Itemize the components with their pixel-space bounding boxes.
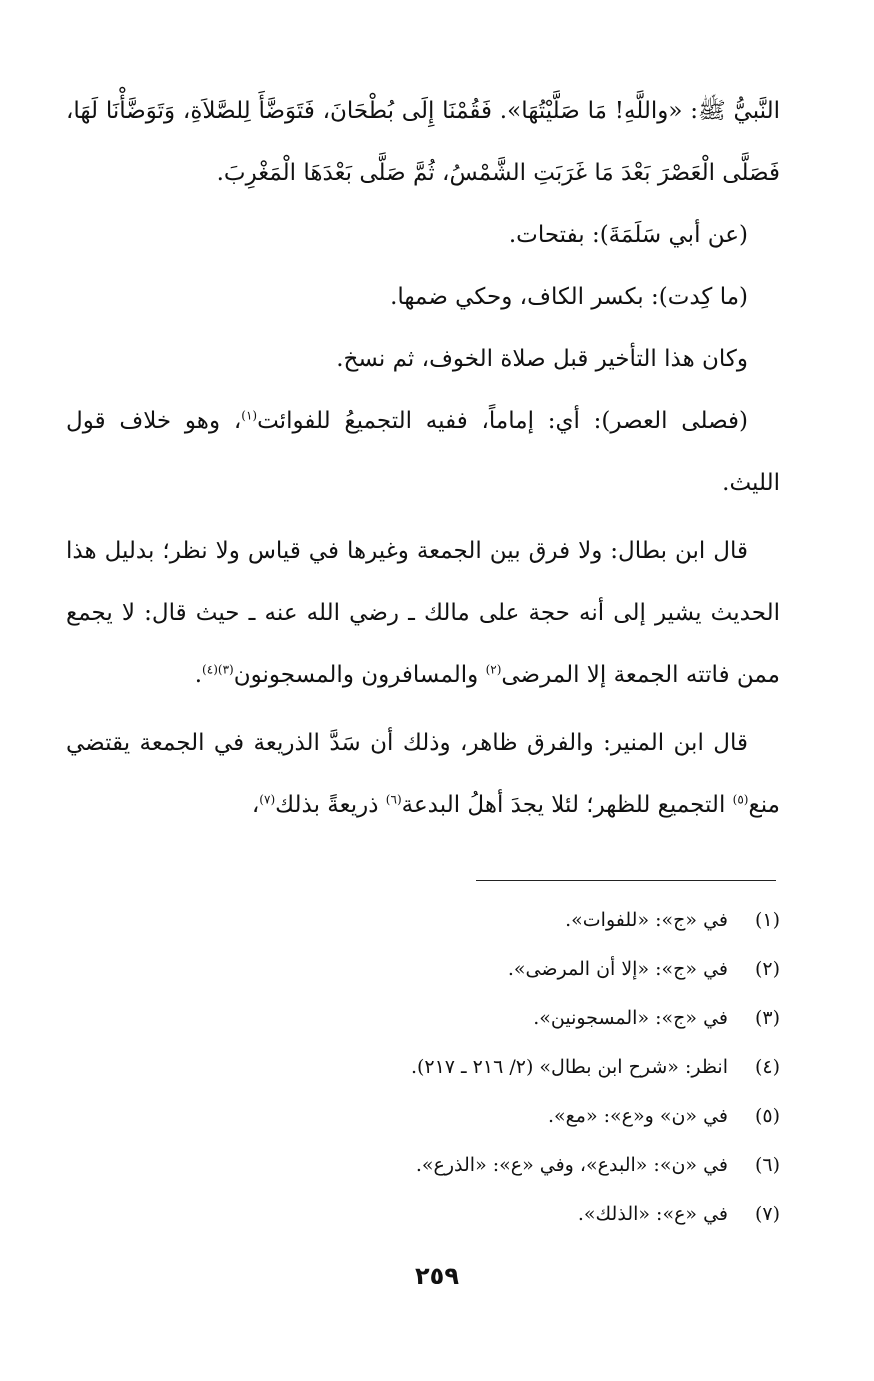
footnote-number: (٣) [754,1007,780,1029]
paragraph-ma-kidt: (ما كِدت): بكسر الكاف، وحكي ضمها. [390,284,748,310]
footnote-text: في «ج»: «للفوات». [565,909,728,931]
paragraph-text: ذريعةً بذلك [275,792,386,818]
paragraph-text: ، وهو خلاف قول الليث. [66,408,780,496]
paragraph-text: (فصلى العصر): أي: إماماً، ففيه التجميعُ للفوائت [257,408,748,434]
footnote-ref: (٢) [485,662,502,677]
footnote-ref: (١) [241,408,258,423]
footnote [66,896,780,945]
paragraph-text: والمسافرون والمسجونون [233,662,486,688]
footnote-ref: (٣)(٤) [202,662,234,677]
paragraph-ibn-munir [66,712,780,836]
footnotes [66,896,780,1239]
paragraph-text: قال ابن بطال: ولا فرق بين الجمعة وغيرها في قياس ولا نظر؛ بدليل هذا الحديث يشير إلى أنه حجة على مالك ـ رضي الله عنه ـ حيث قال: لا يجمع ممن فاتته الجمعة إلا المرضى [66,538,780,688]
footnote-text: في «ن» و«ع»: «مع». [548,1105,728,1127]
footnote-number: (٦) [754,1154,780,1176]
page-number: ٢٥٩ [415,1262,459,1290]
footnote-number: (٢) [754,958,780,980]
paragraph-text: التجميع للظهر؛ لئلا يجدَ أهلُ البدعة [401,792,733,818]
footnote [66,994,780,1043]
main-text [66,80,780,836]
footnote-divider [476,880,776,881]
footnote [66,1043,780,1092]
paragraph-ibn-battal [66,520,780,706]
footnote-ref: (٦) [385,792,402,807]
footnote-number: (٥) [754,1105,780,1127]
footnote-number: (٧) [754,1203,780,1225]
paragraph-fasalla [66,390,780,514]
footnote [66,1141,780,1190]
paragraph-abi-salama: (عن أبي سَلَمَةَ): بفتحات. [508,222,748,248]
footnote [66,1190,780,1239]
footnote-ref: (٧) [259,792,276,807]
footnote-number: (١) [754,909,780,931]
paragraph-text: ، [251,792,260,818]
footnote-text: انظر: «شرح ابن بطال» (٢/ ٢١٦ ـ ٢١٧). [410,1056,728,1078]
footnote-text: في «ج»: «إلا أن المرضى». [507,958,728,980]
footnote-ref: (٥) [732,792,749,807]
footnote-text: في «ج»: «المسجونين». [533,1007,728,1029]
footnote-text: في «ن»: «البدع»، وفي «ع»: «الذرع». [415,1154,728,1176]
paragraph-takhir: وكان هذا التأخير قبل صلاة الخوف، ثم نسخ. [336,346,748,372]
footnote-text: في «ع»: «الذلك». [577,1203,728,1225]
paragraph-text: . [194,662,203,688]
footnote [66,1092,780,1141]
paragraph-text: قال ابن المنير: والفرق ظاهر، وذلك أن سَدَّ الذريعة في الجمعة يقتضي منع [66,730,780,818]
paragraph-hadith: النَّبيُّ ﷺ: «واللَّهِ! مَا صَلَّيْتُهَا». فَقُمْنَا إِلَى بُطْحَانَ، فَتَوَضَّأَ لِلصَّلاَةِ، وَتَوَضَّأْنَا لَهَا، فَصَلَّى الْعَصْرَ بَعْدَ مَا غَرَبَتِ الشَّمْسُ، ثُمَّ صَلَّى بَعْدَهَا الْمَغْرِبَ. [66,98,780,186]
footnote-number: (٤) [754,1056,780,1078]
footnote [66,945,780,994]
